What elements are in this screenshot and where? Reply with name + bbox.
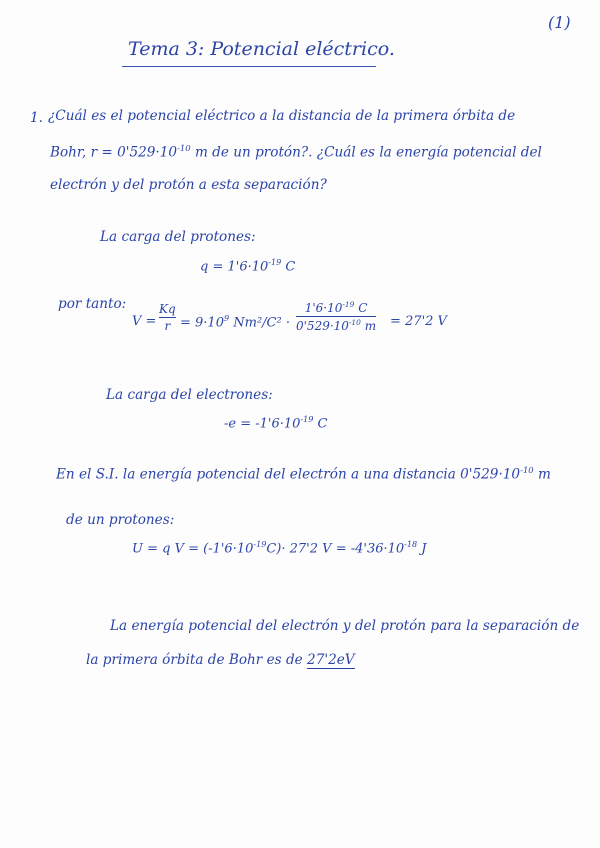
page-title: Tema 3: Potencial eléctrico. [128, 38, 395, 60]
v-constant-exp: 9 [223, 314, 230, 323]
electron-charge-eq-exp: -19 [300, 415, 314, 424]
conclusion-line-2-text: la primera órbita de Bohr es de [86, 652, 303, 668]
electron-charge-eq [224, 415, 328, 431]
v-constant-units: Nm²/C² [233, 315, 282, 331]
de-un-proton-label: de un protones: [66, 512, 175, 528]
v-result: = 27'2 V [390, 314, 447, 329]
proton-charge-eq-text: q = 1'6·10 [200, 259, 269, 275]
v-fraction-2-num-exp: -19 [342, 300, 355, 309]
si-energy-line-text: En el S.I. la energía potencial del electrón a una distancia 0'529·10 [56, 466, 521, 483]
u-result-exp: -18 [404, 540, 418, 549]
v-constant-text: = 9·10 [180, 315, 224, 331]
u-equation [132, 540, 427, 556]
v-fraction-2-numerator [305, 300, 368, 315]
u-equation-tail: C)· 27'2 V [266, 541, 332, 557]
v-fraction-2-bar [296, 316, 376, 317]
v-fraction [159, 302, 176, 333]
electron-charge-label: La carga del electrones: [106, 387, 273, 403]
page-number: (1) [548, 13, 571, 32]
si-energy-line-unit: m [537, 466, 551, 483]
title-underline [122, 66, 376, 67]
u-result-text: = -4'36·10 [335, 541, 405, 557]
problem-line-3: electrón y del protón a esta separación? [50, 177, 327, 193]
v-fraction-2-num-unit: C [358, 301, 368, 315]
v-fraction-2-denominator [296, 318, 376, 333]
si-energy-line-exp: -10 [520, 465, 534, 475]
v-fraction-denominator: r [164, 319, 171, 333]
v-multiply-dot: · [285, 315, 290, 331]
conclusion-value: 27'2eV [307, 652, 355, 668]
v-fraction-2-num-text: 1'6·10 [304, 301, 343, 315]
electron-charge-eq-text: -e = -1'6·10 [224, 416, 301, 432]
v-fraction-2 [296, 300, 376, 333]
problem-line-1: ¿Cuál es el potencial eléctrico a la distancia de la primera órbita de [48, 108, 516, 124]
proton-charge-eq-unit: C [285, 259, 296, 275]
proton-charge-eq-exp: -19 [268, 258, 282, 267]
problem-line-2 [50, 143, 542, 161]
problem-line-2-text: Bohr, r = 0'529·10 [50, 144, 178, 161]
conclusion-line-1: La energía potencial del electrón y del protón para la separación de [110, 618, 580, 634]
proton-charge-label: La carga del protones: [100, 229, 256, 245]
u-equation-text: U = q V = (-1'6·10 [132, 541, 254, 557]
si-energy-line [56, 465, 551, 483]
v-fraction-numerator: Kq [159, 302, 176, 316]
v-constant [180, 314, 290, 330]
v-fraction-2-den-exp: -10 [348, 318, 361, 327]
proton-charge-eq [200, 258, 295, 274]
v-fraction-2-den-text: 0'529·10 [296, 319, 349, 333]
u-equation-exp: -19 [253, 540, 267, 549]
electron-charge-eq-unit: C [317, 416, 328, 432]
por-tanto-label: por tanto: [58, 296, 127, 312]
v-lhs: V = [132, 314, 157, 329]
u-result-unit: J [421, 541, 427, 557]
problem-number: 1. [30, 110, 43, 126]
problem-line-2-tail: m de un protón?. ¿Cuál es la energía potencial del [194, 144, 542, 161]
conclusion-line-2 [86, 652, 355, 668]
v-fraction-bar [159, 317, 176, 318]
problem-line-2-exp: -10 [177, 143, 191, 153]
v-fraction-2-den-unit: m [364, 319, 377, 333]
